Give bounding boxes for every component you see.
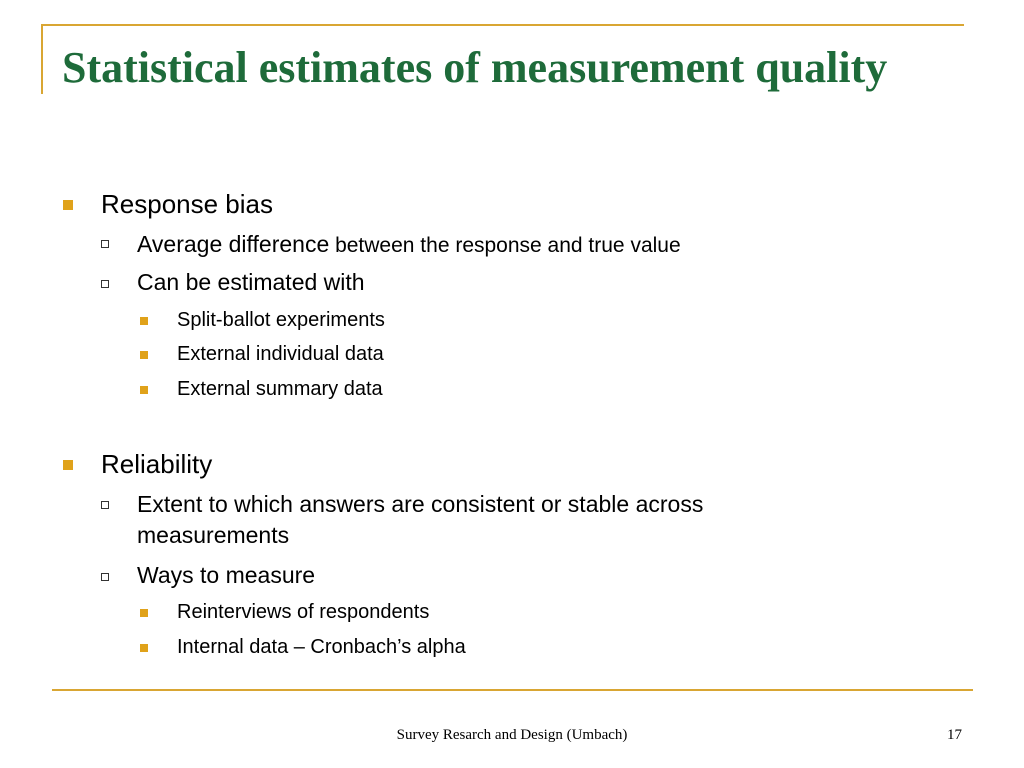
page-number: 17 bbox=[947, 727, 962, 743]
list-item: Internal data – Cronbach’s alpha bbox=[177, 636, 466, 658]
subbullet-average-difference-a: Average difference bbox=[137, 231, 330, 257]
hollow-square-bullet-icon bbox=[101, 573, 109, 581]
square-bullet-icon bbox=[63, 200, 73, 210]
square-bullet-icon bbox=[140, 609, 148, 617]
hollow-square-bullet-icon bbox=[101, 501, 109, 509]
slide-footer: Survey Resarch and Design (Umbach) bbox=[396, 727, 628, 743]
hollow-square-bullet-icon bbox=[101, 240, 109, 248]
square-bullet-icon bbox=[140, 317, 148, 325]
hollow-square-bullet-icon bbox=[101, 280, 109, 288]
bullet-reliability: Reliability bbox=[101, 449, 213, 479]
subbullet-average-difference bbox=[137, 229, 681, 261]
list-item: Split-ballot experiments bbox=[177, 309, 385, 331]
subbullet-ways-to-measure: Ways to measure bbox=[137, 562, 316, 588]
square-bullet-icon bbox=[140, 351, 148, 359]
subbullet-extent: Extent to which answers are consistent or stable across measurements bbox=[137, 491, 704, 548]
square-bullet-icon bbox=[63, 460, 73, 470]
subbullet-average-difference-b: between the response and true value bbox=[329, 234, 681, 257]
footer-rule bbox=[52, 689, 973, 691]
list-item: External summary data bbox=[177, 378, 383, 400]
slide-title: Statistical estimates of measurement quality bbox=[62, 43, 888, 92]
square-bullet-icon bbox=[140, 386, 148, 394]
list-item: Reinterviews of respondents bbox=[177, 601, 430, 623]
subbullet-can-be-estimated: Can be estimated with bbox=[137, 269, 365, 295]
square-bullet-icon bbox=[140, 644, 148, 652]
list-item: External individual data bbox=[177, 343, 384, 365]
bullet-response-bias: Response bias bbox=[101, 189, 273, 219]
